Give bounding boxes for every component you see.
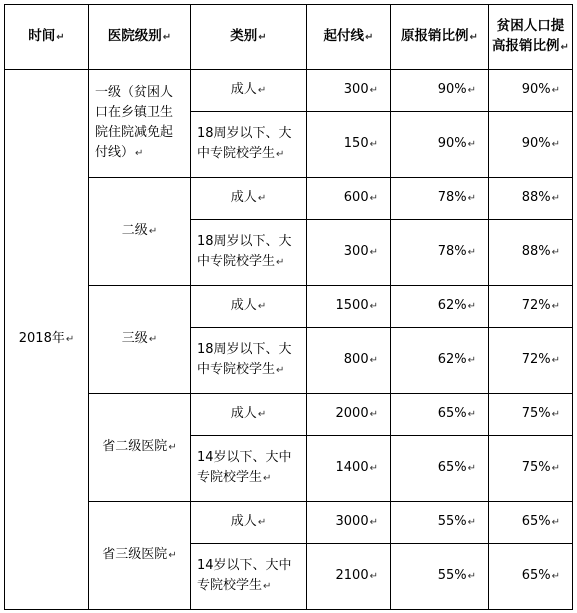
improved-ratio-cell: 75%↵ [489,394,573,436]
hospital-level-cell: 二级↵ [89,178,191,286]
threshold-cell: 3000↵ [307,502,391,544]
category-cell: 18周岁以下、大中专院校学生↵ [191,112,307,178]
improved-ratio-cell: 72%↵ [489,286,573,328]
table-row [5,178,573,220]
header-hospital-level: 医院级别↵ [89,5,191,70]
threshold-cell: 2100↵ [307,544,391,610]
header-improved-ratio: 贫困人口提高报销比例↵ [489,5,573,70]
improved-ratio-cell: 75%↵ [489,436,573,502]
category-cell: 14岁以下、大中专院校学生↵ [191,436,307,502]
original-ratio-cell: 55%↵ [391,502,489,544]
table-row [5,70,573,112]
threshold-cell: 150↵ [307,112,391,178]
category-cell: 成人↵ [191,502,307,544]
table-row [5,394,573,436]
threshold-cell: 300↵ [307,70,391,112]
category-cell: 成人↵ [191,286,307,328]
category-cell: 成人↵ [191,70,307,112]
original-ratio-cell: 62%↵ [391,328,489,394]
category-cell: 成人↵ [191,394,307,436]
original-ratio-cell: 78%↵ [391,178,489,220]
original-ratio-cell: 62%↵ [391,286,489,328]
header-category: 类别↵ [191,5,307,70]
table-row [5,286,573,328]
category-cell: 18周岁以下、大中专院校学生↵ [191,328,307,394]
original-ratio-cell: 90%↵ [391,70,489,112]
improved-ratio-cell: 90%↵ [489,112,573,178]
table-header-row [5,5,573,70]
hospital-level-cell: 省二级医院↵ [89,394,191,502]
original-ratio-cell: 90%↵ [391,112,489,178]
category-cell: 成人↵ [191,178,307,220]
threshold-cell: 1500↵ [307,286,391,328]
improved-ratio-cell: 65%↵ [489,544,573,610]
reimbursement-table-container [4,4,573,610]
original-ratio-cell: 78%↵ [391,220,489,286]
original-ratio-cell: 65%↵ [391,394,489,436]
improved-ratio-cell: 90%↵ [489,70,573,112]
original-ratio-cell: 55%↵ [391,544,489,610]
header-threshold: 起付线↵ [307,5,391,70]
reimbursement-table [4,4,573,610]
hospital-level-cell: 一级（贫困人口在乡镇卫生院住院减免起付线）↵ [89,70,191,178]
improved-ratio-cell: 72%↵ [489,328,573,394]
improved-ratio-cell: 65%↵ [489,502,573,544]
category-cell: 14岁以下、大中专院校学生↵ [191,544,307,610]
hospital-level-cell: 省三级医院↵ [89,502,191,610]
header-original-ratio: 原报销比例↵ [391,5,489,70]
hospital-level-cell: 三级↵ [89,286,191,394]
table-row [5,502,573,544]
threshold-cell: 800↵ [307,328,391,394]
category-cell: 18周岁以下、大中专院校学生↵ [191,220,307,286]
threshold-cell: 600↵ [307,178,391,220]
original-ratio-cell: 65%↵ [391,436,489,502]
year-cell: 2018年↵ [5,70,89,610]
threshold-cell: 1400↵ [307,436,391,502]
improved-ratio-cell: 88%↵ [489,178,573,220]
improved-ratio-cell: 88%↵ [489,220,573,286]
threshold-cell: 2000↵ [307,394,391,436]
threshold-cell: 300↵ [307,220,391,286]
header-time: 时间↵ [5,5,89,70]
